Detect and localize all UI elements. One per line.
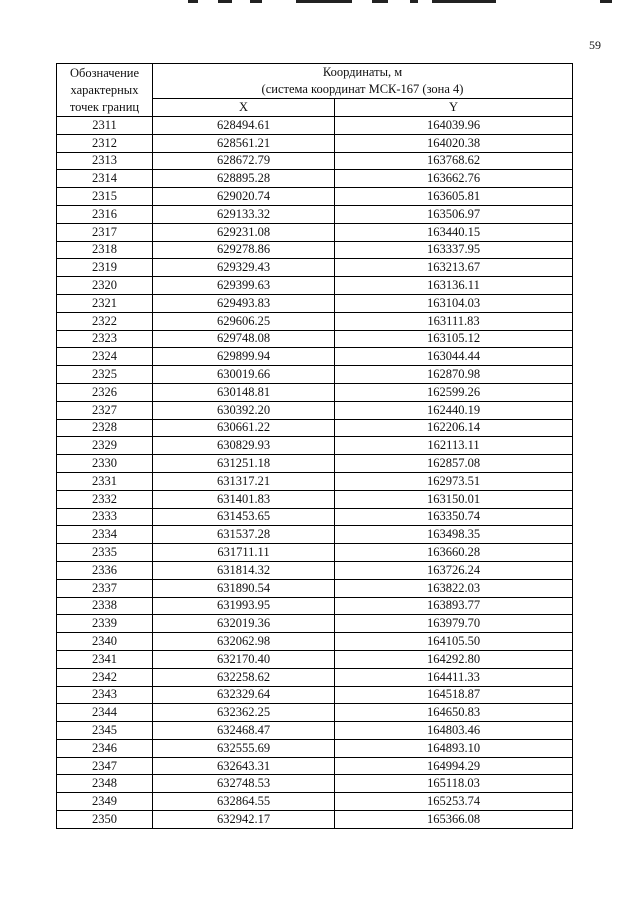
y-coordinate-cell: 165253.74 (335, 793, 573, 811)
y-coordinate-cell: 164994.29 (335, 757, 573, 775)
y-coordinate-cell: 164105.50 (335, 633, 573, 651)
point-header-line-1: Обозначение (69, 65, 140, 80)
point-id-cell: 2350 (57, 811, 153, 829)
x-coordinate-cell: 628672.79 (153, 152, 335, 170)
y-coordinate-cell: 164411.33 (335, 668, 573, 686)
y-coordinate-cell: 164893.10 (335, 739, 573, 757)
x-coordinate-cell: 632019.36 (153, 615, 335, 633)
table-row (57, 650, 573, 668)
point-id-cell: 2334 (57, 526, 153, 544)
y-coordinate-cell: 163822.03 (335, 579, 573, 597)
table-row (57, 472, 573, 490)
x-coordinate-cell: 632555.69 (153, 739, 335, 757)
x-coordinate-cell: 631453.65 (153, 508, 335, 526)
x-coordinate-cell: 629329.43 (153, 259, 335, 277)
x-coordinate-cell: 628494.61 (153, 117, 335, 135)
x-coordinate-cell: 629899.94 (153, 348, 335, 366)
y-coordinate-cell: 163605.81 (335, 188, 573, 206)
x-coordinate-cell: 630148.81 (153, 383, 335, 401)
point-id-cell: 2332 (57, 490, 153, 508)
point-id-cell: 2338 (57, 597, 153, 615)
x-coordinate-cell: 632864.55 (153, 793, 335, 811)
table-row (57, 348, 573, 366)
page-number: 59 (589, 38, 601, 52)
point-id-cell: 2329 (57, 437, 153, 455)
point-id-cell: 2343 (57, 686, 153, 704)
y-coordinate-cell: 163506.97 (335, 205, 573, 223)
y-coordinate-cell: 163979.70 (335, 615, 573, 633)
table-row (57, 561, 573, 579)
point-id-cell: 2323 (57, 330, 153, 348)
point-id-cell: 2330 (57, 455, 153, 473)
point-id-cell: 2345 (57, 722, 153, 740)
point-id-cell: 2324 (57, 348, 153, 366)
point-id-cell: 2327 (57, 401, 153, 419)
y-coordinate-cell: 163104.03 (335, 294, 573, 312)
y-coordinate-cell: 163150.01 (335, 490, 573, 508)
table-row (57, 455, 573, 473)
x-coordinate-cell: 628561.21 (153, 134, 335, 152)
y-coordinate-cell: 164518.87 (335, 686, 573, 704)
y-coordinate-cell: 164292.80 (335, 650, 573, 668)
y-coordinate-cell: 162113.11 (335, 437, 573, 455)
x-coordinate-cell: 632748.53 (153, 775, 335, 793)
x-coordinate-cell: 629020.74 (153, 188, 335, 206)
y-column-header: Y (335, 99, 573, 117)
table-row (57, 811, 573, 829)
point-id-cell: 2320 (57, 277, 153, 295)
x-coordinate-cell: 629493.83 (153, 294, 335, 312)
point-id-cell: 2349 (57, 793, 153, 811)
x-coordinate-cell: 630829.93 (153, 437, 335, 455)
point-id-cell: 2336 (57, 561, 153, 579)
x-coordinate-cell: 631537.28 (153, 526, 335, 544)
table-row (57, 508, 573, 526)
x-coordinate-cell: 629606.25 (153, 312, 335, 330)
table-row (57, 544, 573, 562)
table-row (57, 597, 573, 615)
table-row (57, 170, 573, 188)
x-coordinate-cell: 632942.17 (153, 811, 335, 829)
y-coordinate-cell: 163726.24 (335, 561, 573, 579)
x-coordinate-cell: 631993.95 (153, 597, 335, 615)
table-row (57, 615, 573, 633)
point-id-cell: 2318 (57, 241, 153, 259)
point-id-cell: 2344 (57, 704, 153, 722)
table-row (57, 277, 573, 295)
x-coordinate-cell: 631814.32 (153, 561, 335, 579)
y-coordinate-cell: 163498.35 (335, 526, 573, 544)
table-row (57, 722, 573, 740)
point-id-cell: 2315 (57, 188, 153, 206)
coordinates-table (56, 63, 573, 829)
x-coordinate-cell: 630019.66 (153, 366, 335, 384)
x-coordinate-cell: 632643.31 (153, 757, 335, 775)
y-coordinate-cell: 162973.51 (335, 472, 573, 490)
x-coordinate-cell: 632362.25 (153, 704, 335, 722)
scan-artifact (432, 0, 496, 3)
x-coordinate-cell: 629748.08 (153, 330, 335, 348)
y-coordinate-cell: 163768.62 (335, 152, 573, 170)
table-row (57, 117, 573, 135)
table-row (57, 383, 573, 401)
point-id-cell: 2335 (57, 544, 153, 562)
table-row (57, 205, 573, 223)
table-row (57, 401, 573, 419)
point-id-cell: 2339 (57, 615, 153, 633)
point-designation-header (57, 64, 153, 117)
table-row (57, 793, 573, 811)
coordinates-table-body (57, 117, 573, 829)
scan-artifact (372, 0, 388, 3)
table-row (57, 775, 573, 793)
y-coordinate-cell: 163662.76 (335, 170, 573, 188)
table-row (57, 312, 573, 330)
table-row (57, 330, 573, 348)
point-id-cell: 2326 (57, 383, 153, 401)
table-row (57, 223, 573, 241)
point-id-cell: 2331 (57, 472, 153, 490)
point-id-cell: 2325 (57, 366, 153, 384)
y-coordinate-cell: 162857.08 (335, 455, 573, 473)
y-coordinate-cell: 163213.67 (335, 259, 573, 277)
y-coordinate-cell: 162206.14 (335, 419, 573, 437)
y-coordinate-cell: 163111.83 (335, 312, 573, 330)
y-coordinate-cell: 164039.96 (335, 117, 573, 135)
x-coordinate-cell: 632468.47 (153, 722, 335, 740)
x-coordinate-cell: 632258.62 (153, 668, 335, 686)
scan-artifact (250, 0, 262, 3)
scan-artifact (218, 0, 232, 3)
x-coordinate-cell: 631890.54 (153, 579, 335, 597)
y-coordinate-cell: 163440.15 (335, 223, 573, 241)
point-header-line-2: характерных (70, 82, 139, 97)
x-coordinate-cell: 629231.08 (153, 223, 335, 241)
point-id-cell: 2340 (57, 633, 153, 651)
x-coordinate-cell: 632062.98 (153, 633, 335, 651)
table-row (57, 134, 573, 152)
y-coordinate-cell: 163660.28 (335, 544, 573, 562)
point-id-cell: 2312 (57, 134, 153, 152)
point-id-cell: 2337 (57, 579, 153, 597)
point-id-cell: 2319 (57, 259, 153, 277)
table-row (57, 579, 573, 597)
y-coordinate-cell: 163350.74 (335, 508, 573, 526)
table-row (57, 526, 573, 544)
table-row (57, 437, 573, 455)
x-coordinate-cell: 631317.21 (153, 472, 335, 490)
y-coordinate-cell: 163044.44 (335, 348, 573, 366)
coordinates-header (153, 64, 573, 99)
scan-artifact (188, 0, 198, 3)
table-row (57, 686, 573, 704)
x-coordinate-cell: 631401.83 (153, 490, 335, 508)
x-coordinate-cell: 631251.18 (153, 455, 335, 473)
point-header-line-3: точек границ (69, 99, 140, 114)
table-row (57, 633, 573, 651)
coordinates-title: Координаты, м (322, 65, 403, 79)
y-coordinate-cell: 163337.95 (335, 241, 573, 259)
point-id-cell: 2316 (57, 205, 153, 223)
point-id-cell: 2347 (57, 757, 153, 775)
point-id-cell: 2348 (57, 775, 153, 793)
table-row (57, 241, 573, 259)
point-id-cell: 2314 (57, 170, 153, 188)
x-coordinate-cell: 632329.64 (153, 686, 335, 704)
y-coordinate-cell: 163893.77 (335, 597, 573, 615)
table-row (57, 739, 573, 757)
table-row (57, 490, 573, 508)
table-row (57, 259, 573, 277)
y-coordinate-cell: 163105.12 (335, 330, 573, 348)
x-coordinate-cell: 629278.86 (153, 241, 335, 259)
point-id-cell: 2321 (57, 294, 153, 312)
point-id-cell: 2341 (57, 650, 153, 668)
y-coordinate-cell: 162599.26 (335, 383, 573, 401)
point-id-cell: 2313 (57, 152, 153, 170)
y-coordinate-cell: 164803.46 (335, 722, 573, 740)
coordinates-subtitle: (система координат МСК-167 (зона 4) (261, 82, 464, 96)
x-coordinate-cell: 630392.20 (153, 401, 335, 419)
y-coordinate-cell: 163136.11 (335, 277, 573, 295)
y-coordinate-cell: 162440.19 (335, 401, 573, 419)
point-id-cell: 2311 (57, 117, 153, 135)
point-id-cell: 2317 (57, 223, 153, 241)
x-coordinate-cell: 629133.32 (153, 205, 335, 223)
point-id-cell: 2346 (57, 739, 153, 757)
table-row (57, 419, 573, 437)
scan-artifact (296, 0, 352, 3)
y-coordinate-cell: 165366.08 (335, 811, 573, 829)
table-row (57, 757, 573, 775)
point-id-cell: 2342 (57, 668, 153, 686)
x-column-header: X (153, 99, 335, 117)
y-coordinate-cell: 164650.83 (335, 704, 573, 722)
x-coordinate-cell: 630661.22 (153, 419, 335, 437)
y-coordinate-cell: 164020.38 (335, 134, 573, 152)
table-row (57, 668, 573, 686)
x-coordinate-cell: 629399.63 (153, 277, 335, 295)
x-coordinate-cell: 632170.40 (153, 650, 335, 668)
table-row (57, 188, 573, 206)
scan-artifact (600, 0, 612, 3)
point-id-cell: 2328 (57, 419, 153, 437)
scan-artifact (410, 0, 418, 3)
table-row (57, 704, 573, 722)
point-id-cell: 2333 (57, 508, 153, 526)
table-row (57, 366, 573, 384)
point-id-cell: 2322 (57, 312, 153, 330)
y-coordinate-cell: 162870.98 (335, 366, 573, 384)
table-row (57, 152, 573, 170)
x-coordinate-cell: 628895.28 (153, 170, 335, 188)
table-row (57, 294, 573, 312)
y-coordinate-cell: 165118.03 (335, 775, 573, 793)
x-coordinate-cell: 631711.11 (153, 544, 335, 562)
